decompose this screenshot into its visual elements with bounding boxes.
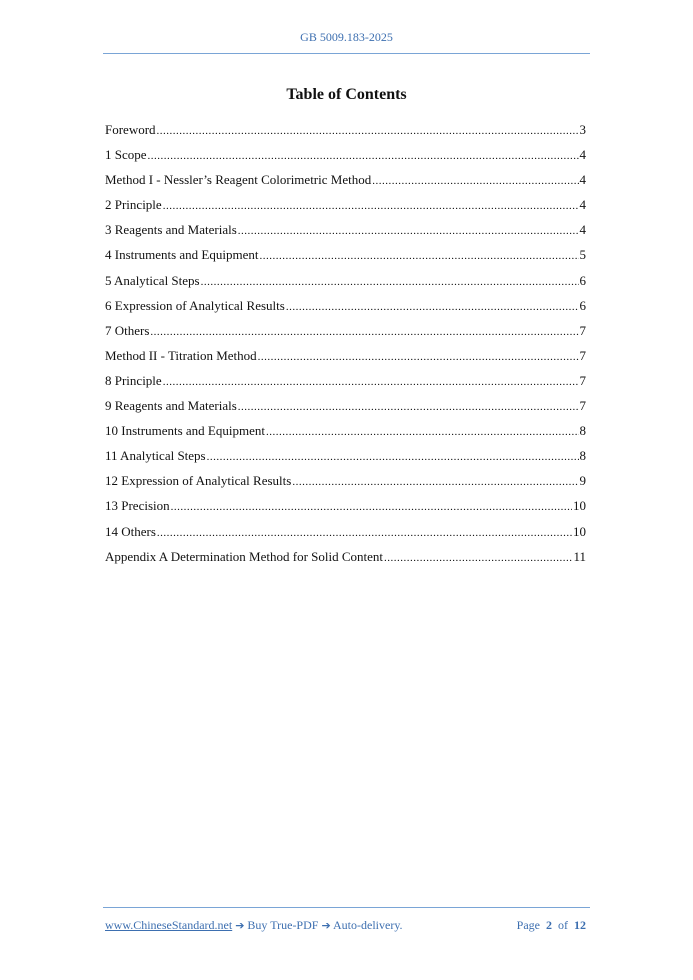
toc-entry-page: 7 (579, 372, 586, 388)
toc-entry[interactable] (105, 522, 586, 547)
toc-entry-label: 4 Instruments and Equipment (105, 247, 259, 263)
header-divider (103, 53, 590, 54)
toc-entry-page: 10 (573, 498, 586, 514)
total-pages-number: 12 (574, 918, 586, 932)
toc-entry[interactable] (105, 220, 586, 245)
dot-leader (372, 171, 578, 191)
toc-entry-page: 8 (579, 448, 586, 464)
dot-leader (150, 322, 578, 342)
dot-leader (201, 272, 579, 292)
toc-entry-label: 3 Reagents and Materials (105, 222, 237, 238)
buy-link[interactable]: Buy True-PDF (247, 918, 319, 932)
toc-entry-label: 8 Principle (105, 372, 162, 388)
toc-entry-page: 9 (579, 473, 586, 489)
toc-entry-page: 6 (579, 272, 586, 288)
toc-entry[interactable] (105, 271, 586, 296)
toc-entry[interactable] (105, 296, 586, 321)
dot-leader (157, 523, 572, 543)
dot-leader (259, 246, 578, 266)
dot-leader (238, 221, 579, 241)
standard-code: GB 5009.183-2025 (300, 30, 393, 44)
current-page-number: 2 (546, 918, 552, 932)
table-of-contents (105, 120, 586, 572)
toc-entry[interactable] (105, 496, 586, 521)
toc-entry[interactable] (105, 547, 586, 572)
toc-entry-label: 14 Others (105, 523, 156, 539)
toc-entry-label: Appendix A Determination Method for Solid Content (105, 548, 384, 564)
toc-entry-page: 10 (573, 523, 586, 539)
toc-entry-label: 9 Reagents and Materials (105, 398, 237, 414)
toc-entry[interactable] (105, 145, 586, 170)
right-arrow-icon: ➔ (235, 919, 245, 932)
page-footer (105, 918, 586, 933)
footer-divider (103, 907, 590, 908)
toc-entry[interactable] (105, 170, 586, 195)
dot-leader (266, 422, 579, 442)
toc-entry-label: Method II - Titration Method (105, 347, 257, 363)
dot-leader (286, 297, 579, 317)
toc-entry-label: 5 Analytical Steps (105, 272, 200, 288)
toc-entry-page: 8 (579, 423, 586, 439)
toc-entry-page: 3 (579, 122, 586, 137)
toc-entry-page: 7 (579, 398, 586, 414)
toc-entry[interactable] (105, 396, 586, 421)
dot-leader (171, 497, 572, 517)
toc-entry-page: 4 (579, 172, 586, 188)
toc-entry-label: 6 Expression of Analytical Results (105, 297, 285, 313)
page-indicator (517, 918, 586, 933)
toc-entry-label: 11 Analytical Steps (105, 448, 206, 464)
toc-entry[interactable] (105, 321, 586, 346)
toc-entry[interactable] (105, 120, 586, 145)
dot-leader (384, 548, 572, 568)
toc-entry-label: 12 Expression of Analytical Results (105, 473, 292, 489)
toc-entry-page: 11 (573, 548, 586, 564)
toc-entry[interactable] (105, 421, 586, 446)
of-word: of (558, 918, 568, 932)
page-word: Page (516, 918, 540, 932)
toc-entry-label: 10 Instruments and Equipment (105, 423, 265, 439)
toc-entry-page: 4 (579, 197, 586, 213)
toc-entry-label: 13 Precision (105, 498, 170, 514)
toc-entry-page: 4 (579, 147, 586, 163)
dot-leader (163, 372, 579, 392)
dot-leader (157, 121, 579, 141)
dot-leader (207, 447, 579, 467)
dot-leader (238, 397, 579, 417)
toc-entry-page: 5 (579, 247, 586, 263)
toc-entry-page: 7 (579, 347, 586, 363)
website-link[interactable]: www.ChineseStandard.net (105, 918, 233, 932)
toc-entry[interactable] (105, 371, 586, 396)
toc-entry[interactable] (105, 245, 586, 270)
toc-entry-label: 2 Principle (105, 197, 162, 213)
toc-entry[interactable] (105, 446, 586, 471)
toc-entry-page: 6 (579, 297, 586, 313)
right-arrow-icon: ➔ (321, 919, 331, 932)
dot-leader (148, 146, 579, 166)
toc-entry[interactable] (105, 346, 586, 371)
toc-entry-label: Method I - Nessler’s Reagent Colorimetric Method (105, 172, 372, 188)
running-header (103, 30, 590, 45)
toc-entry-label: 7 Others (105, 322, 150, 338)
toc-entry-label: Foreword (105, 122, 156, 137)
delivery-text: Auto-delivery. (333, 918, 403, 932)
page-title: Table of Contents (286, 86, 407, 103)
dot-leader (163, 196, 579, 216)
toc-entry[interactable] (105, 471, 586, 496)
dot-leader (292, 472, 578, 492)
dot-leader (258, 347, 579, 367)
toc-entry-page: 7 (579, 322, 586, 338)
toc-entry-label: 1 Scope (105, 147, 147, 163)
toc-entry[interactable] (105, 195, 586, 220)
toc-entry-page: 4 (579, 222, 586, 238)
